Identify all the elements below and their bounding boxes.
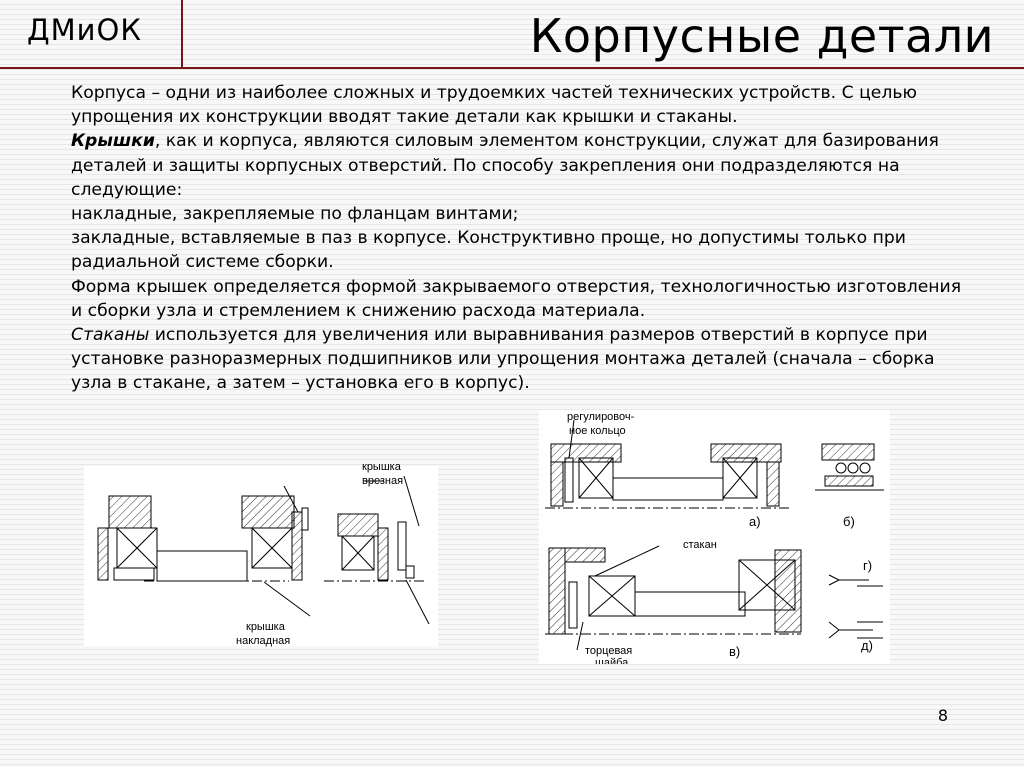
label-inset-cover (340, 456, 450, 496)
brand-label: ДМиОК (27, 13, 142, 47)
label-overlay-cover (232, 616, 322, 650)
label-view-v: в) (729, 644, 741, 659)
label-end-washer-2: шайба (595, 657, 629, 664)
label-end-washer-1: торцевая (585, 645, 633, 657)
header-divider (181, 0, 183, 69)
label-view-b: б) (843, 514, 855, 529)
page-title: Корпусные детали (529, 9, 994, 63)
term-sleeves: Стаканы (71, 325, 150, 346)
figure-right-drawing (539, 410, 890, 664)
label-view-a: а) (749, 514, 761, 529)
term-covers: Крышки (71, 131, 155, 152)
paragraph-sleeves-text: используется для увеличения или выравнивания размеров отверстий в корпусе при установке разноразмерных подшипников или упрощения монтажа деталей (сначала – сборка узла в стакане, а затем – установка его в корпус). (71, 325, 935, 394)
paragraph-sleeves (71, 323, 971, 396)
paragraph-shape: Форма крышек определяется формой закрываемого отверстия, технологичностью изготовления и сборки узла и стремлением к снижению расхода материала. (71, 276, 962, 321)
label-view-d: д) (861, 638, 873, 653)
body-text (71, 81, 971, 396)
label-adjusting-ring-1: регулировоч- (567, 411, 635, 423)
paragraph-covers (71, 129, 971, 202)
paragraph-intro: Корпуса – одни из наиболее сложных и трудоемких частей технических устройств. С целью упрощения их конструкции вводят такие детали как крышки и стаканы. (71, 83, 917, 128)
label-adjusting-ring-2: ное кольцо (569, 425, 626, 437)
figure-right (539, 410, 890, 664)
page-number: 8 (937, 706, 948, 725)
header-rule (0, 67, 1024, 69)
label-overlay-cover-1: крышка (246, 621, 285, 633)
label-sleeve: стакан (683, 539, 717, 551)
label-view-g: г) (863, 558, 873, 573)
paragraph-inset: закладные, вставляемые в паз в корпусе. Конструктивно проще, но допустимы только при радиальной системе сборки. (71, 228, 906, 273)
paragraph-overlay: накладные, закрепляемые по фланцам винтами; (71, 204, 519, 225)
paragraph-covers-text: , как и корпуса, являются силовым элементом конструкции, служат для базирования деталей и защиты корпусных отверстий. По способу закрепления они подразделяются на следующие: (71, 131, 939, 200)
label-overlay-cover-2: накладная (236, 635, 291, 647)
label-inset-cover-1: крышка (362, 461, 401, 473)
label-inset-cover-2: врезная (362, 475, 404, 487)
